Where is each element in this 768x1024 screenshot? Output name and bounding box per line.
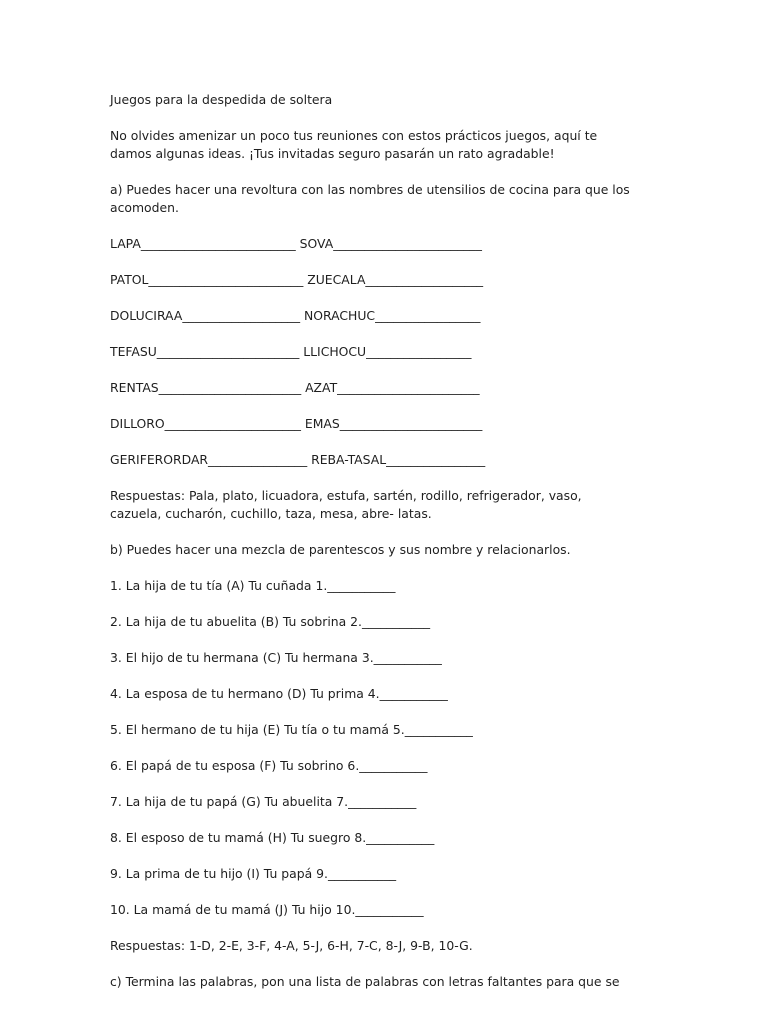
section-a-heading-line: acomoden.: [110, 200, 179, 215]
intro-line: No olvides amenizar un poco tus reuniones con estos prácticos juegos, aquí te: [110, 128, 598, 143]
kinship-item: 1. La hija de tu tía (A) Tu cuñada 1.___________: [110, 578, 396, 593]
scramble-row: GERIFERORDAR________________ REBA-TASAL________________: [110, 452, 486, 467]
scramble-row: PATOL_________________________ ZUECALA___________________: [110, 272, 484, 287]
kinship-item: 7. La hija de tu papá (G) Tu abuelita 7.___________: [110, 794, 417, 809]
scramble-row: LAPA_________________________ SOVA________________________: [110, 236, 482, 251]
scramble-row: RENTAS_______________________ AZAT_______________________: [110, 380, 480, 395]
section-b-heading: b) Puedes hacer una mezcla de parentescos y sus nombre y relacionarlos.: [110, 542, 571, 557]
kinship-item: 2. La hija de tu abuelita (B) Tu sobrina 2.___________: [110, 614, 431, 629]
scramble-row: TEFASU_______________________ LLICHOCU_________________: [110, 344, 472, 359]
scramble-row: DOLUCIRAA___________________ NORACHUC_________________: [110, 308, 481, 323]
kinship-item: 5. El hermano de tu hija (E) Tu tía o tu mamá 5.___________: [110, 722, 473, 737]
kinship-item: 4. La esposa de tu hermano (D) Tu prima 4.___________: [110, 686, 448, 701]
intro-paragraph: [110, 127, 710, 163]
kinship-item: 9. La prima de tu hijo (I) Tu papá 9.___________: [110, 866, 397, 881]
kinship-item: 6. El papá de tu esposa (F) Tu sobrino 6.___________: [110, 758, 428, 773]
answers-line: Respuestas: Pala, plato, licuadora, estufa, sartén, rodillo, refrigerador, vaso,: [110, 488, 582, 503]
section-b-answers: Respuestas: 1-D, 2-E, 3-F, 4-A, 5-J, 6-H, 7-C, 8-J, 9-B, 10-G.: [110, 938, 473, 953]
section-a-answers: [110, 487, 710, 523]
answers-line: cazuela, cucharón, cuchillo, taza, mesa, abre- latas.: [110, 506, 432, 521]
document-page: [110, 91, 710, 991]
section-a-heading: [110, 181, 710, 217]
section-c-heading: c) Termina las palabras, pon una lista de palabras con letras faltantes para que se: [110, 974, 620, 989]
kinship-item: 8. El esposo de tu mamá (H) Tu suegro 8.___________: [110, 830, 435, 845]
scramble-row: DILLORO______________________ EMAS_______________________: [110, 416, 483, 431]
document-title: Juegos para la despedida de soltera: [110, 92, 333, 107]
kinship-item: 10. La mamá de tu mamá (J) Tu hijo 10.___________: [110, 902, 424, 917]
kinship-item: 3. El hijo de tu hermana (C) Tu hermana 3.___________: [110, 650, 442, 665]
section-a-heading-line: a) Puedes hacer una revoltura con las nombres de utensilios de cocina para que los: [110, 182, 630, 197]
intro-line: damos algunas ideas. ¡Tus invitadas seguro pasarán un rato agradable!: [110, 146, 555, 161]
